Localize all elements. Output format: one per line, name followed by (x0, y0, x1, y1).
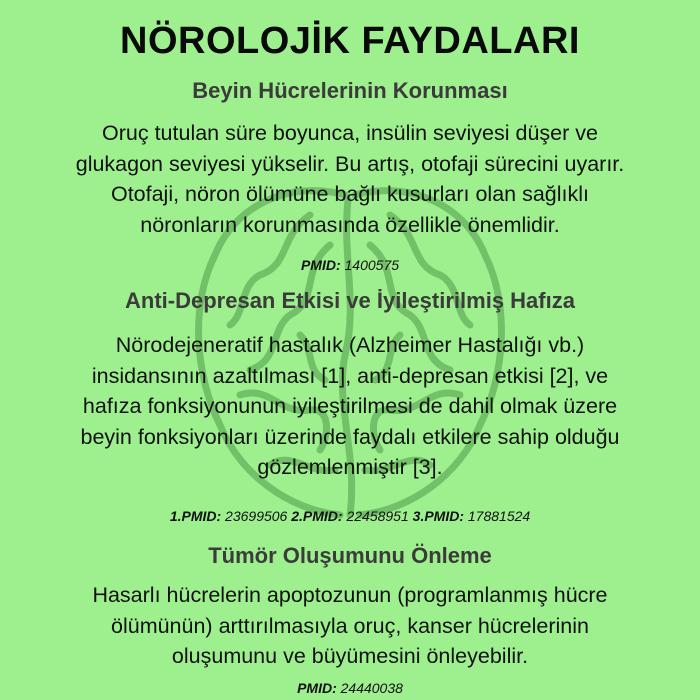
pmid-label: 3.PMID: (412, 508, 464, 524)
section-body-brain-cells (20, 118, 680, 240)
text-line: Nörodejeneratif hastalık (Alzheimer Hastalığı vb.) (115, 333, 585, 357)
pmid-reference (0, 257, 700, 273)
section-body-antidepressant (20, 330, 680, 483)
section-heading-tumor: Tümör Oluşumunu Önleme (208, 543, 492, 568)
pmid-value: 1400575 (344, 257, 400, 273)
text-line: Hasarlı hücrelerin apoptozunun (programlanmış hücre (92, 583, 608, 607)
text-line: nöronların korunmasında özellikle önemlidir. (140, 212, 560, 237)
pmid-reference-list (0, 508, 700, 524)
page-title: NÖROLOJİK FAYDALARI (120, 20, 580, 62)
section-heading-brain-cells: Beyin Hücrelerinin Korunması (192, 78, 508, 103)
pmid-label: 2.PMID: (291, 508, 343, 524)
pmid-reference (0, 680, 700, 696)
pmid-value: 22458951 (346, 508, 409, 524)
text-line: glukagon seviyesi yükselir. Bu artış, otofaji sürecini uyarır. (75, 151, 625, 176)
section-heading-antidepressant: Anti-Depresan Etkisi ve İyileştirilmiş Hafıza (125, 288, 575, 313)
pmid-value: 17881524 (467, 508, 531, 524)
text-line: Oruç tutulan süre boyunca, insülin seviyesi düşer ve (102, 121, 598, 145)
pmid-label: PMID: (297, 680, 337, 696)
text-line: beyin fonksiyonları üzerinde faydalı etkilere sahip olduğu (80, 424, 620, 449)
text-line: ölümünün) arttırılmasıyla oruç, kanser hücrelerinin (111, 613, 589, 638)
pmid-value: 23699506 (225, 508, 288, 524)
text-line: insidansının azaltılması [1], anti-depresan etkisi [2], ve (91, 363, 609, 388)
text-line: oluşumunu ve büyümesini önleyebilir. (171, 644, 529, 668)
pmid-label: 1.PMID: (169, 508, 222, 524)
text-line: hafıza fonksiyonunun iyileştirilmesi de dahil olmak üzere (82, 394, 618, 418)
text-line: Otofaji, nöron ölümüne bağlı kusurları olan sağlıklı (110, 182, 590, 206)
pmid-label: PMID: (300, 257, 341, 273)
section-body-tumor (20, 580, 680, 672)
pmid-value: 24440038 (340, 680, 403, 696)
text-line: gözlemlenmiştir [3]. (257, 455, 443, 479)
